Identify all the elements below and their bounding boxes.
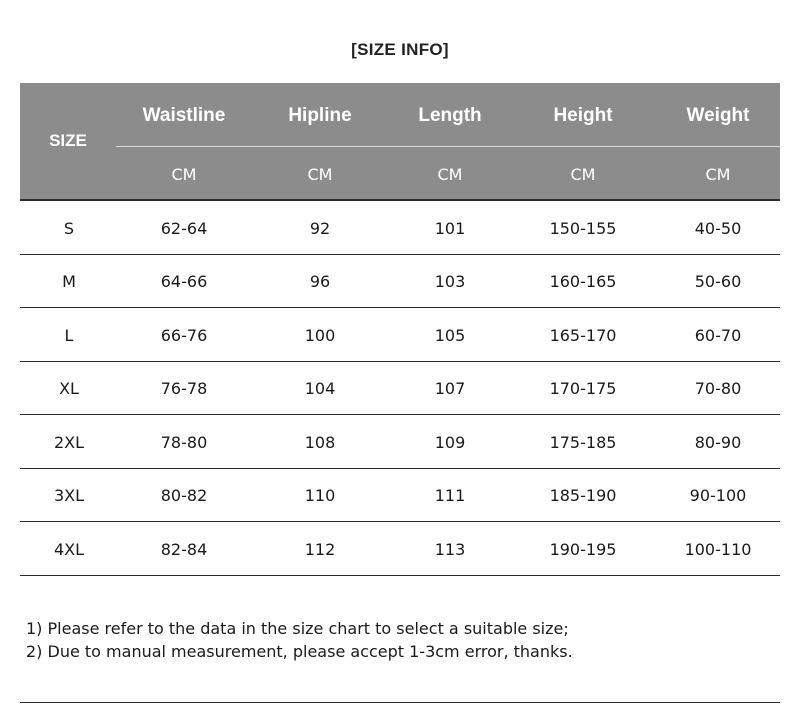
note-line-1: 1) Please refer to the data in the size chart to select a suitable size;	[26, 619, 569, 638]
waistline-cell: 66-76	[160, 326, 208, 345]
table-row	[20, 308, 780, 362]
row-rule	[20, 575, 780, 576]
size-cell: L	[64, 326, 74, 345]
column-unit-hipline: CM	[307, 165, 333, 184]
height-cell: 165-170	[549, 326, 617, 345]
height-cell: 150-155	[549, 219, 617, 238]
hipline-cell: 92	[309, 219, 331, 238]
weight-cell: 70-80	[694, 379, 742, 398]
column-header-height: Height	[553, 105, 613, 126]
hipline-cell: 112	[304, 540, 336, 559]
column-header-weight: Weight	[686, 105, 750, 126]
hipline-cell: 108	[304, 433, 336, 452]
table-row	[20, 468, 780, 522]
table-row	[20, 361, 780, 415]
height-cell: 185-190	[549, 486, 617, 505]
height-cell: 175-185	[549, 433, 617, 452]
header-divider	[116, 146, 780, 147]
weight-cell: 40-50	[694, 219, 742, 238]
length-cell: 107	[434, 379, 466, 398]
hipline-cell: 104	[304, 379, 336, 398]
length-cell: 105	[434, 326, 466, 345]
bottom-rule	[20, 702, 780, 703]
column-unit-height: CM	[570, 165, 596, 184]
column-unit-waistline: CM	[171, 165, 197, 184]
length-cell: 109	[434, 433, 466, 452]
height-cell: 190-195	[549, 540, 617, 559]
weight-cell: 90-100	[689, 486, 747, 505]
weight-cell: 100-110	[684, 540, 752, 559]
size-cell: 4XL	[53, 540, 85, 559]
column-unit-length: CM	[437, 165, 463, 184]
size-cell: 3XL	[53, 486, 85, 505]
column-header-hipline: Hipline	[288, 105, 352, 126]
column-header-length: Length	[418, 105, 482, 126]
length-cell: 101	[434, 219, 466, 238]
waistline-cell: 82-84	[160, 540, 208, 559]
size-cell: 2XL	[53, 433, 85, 452]
note-line-2: 2) Due to manual measurement, please accept 1-3cm error, thanks.	[26, 642, 573, 661]
page-title: [SIZE INFO]	[351, 40, 449, 59]
column-unit-weight: CM	[705, 165, 731, 184]
table-row	[20, 522, 780, 576]
size-cell: XL	[59, 379, 79, 398]
weight-cell: 80-90	[694, 433, 742, 452]
table-header	[20, 83, 780, 199]
table-row	[20, 201, 780, 255]
weight-cell: 50-60	[694, 272, 742, 291]
waistline-cell: 64-66	[160, 272, 208, 291]
column-header-waistline: Waistline	[142, 105, 226, 126]
size-notes	[26, 617, 573, 663]
height-cell: 170-175	[549, 379, 617, 398]
height-cell: 160-165	[549, 272, 617, 291]
size-cell: S	[63, 219, 75, 238]
hipline-cell: 96	[309, 272, 331, 291]
waistline-cell: 76-78	[160, 379, 208, 398]
hipline-cell: 110	[304, 486, 336, 505]
size-column-header: SIZE	[49, 131, 87, 150]
hipline-cell: 100	[304, 326, 336, 345]
length-cell: 103	[434, 272, 466, 291]
waistline-cell: 78-80	[160, 433, 208, 452]
size-cell: M	[62, 272, 76, 291]
weight-cell: 60-70	[694, 326, 742, 345]
length-cell: 113	[434, 540, 466, 559]
length-cell: 111	[434, 486, 466, 505]
table-row	[20, 415, 780, 469]
waistline-cell: 80-82	[160, 486, 208, 505]
waistline-cell: 62-64	[160, 219, 208, 238]
table-row	[20, 254, 780, 308]
